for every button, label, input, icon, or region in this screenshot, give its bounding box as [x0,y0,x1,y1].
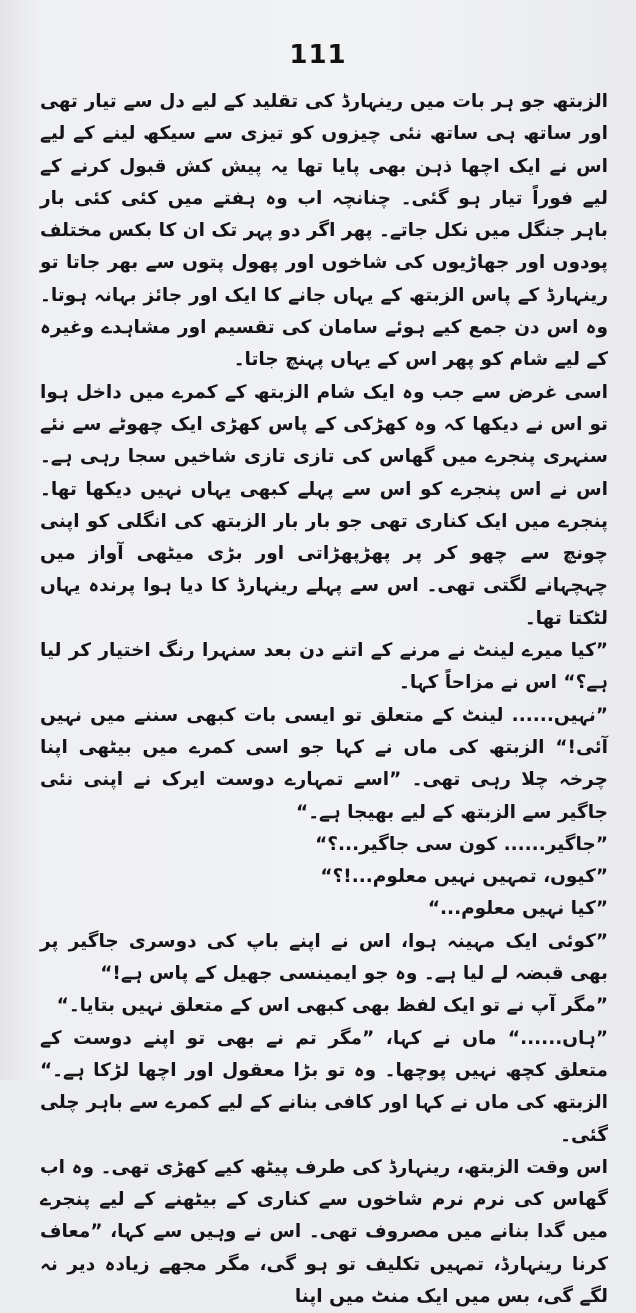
page-body-text [40,86,608,1313]
paragraph-1: الزبتھ جو ہر بات میں رینہارڈ کی تقلید کے لیے دل سے تیار تھی اور ساتھ ہی ساتھ نئی چیزوں کو تیزی سے سیکھ لینے کے لیے اس نے ایک اچھا ذہن بھی پایا تھا یہ پیش کش قبول کرنے کے لیے فوراً تیار ہو گئی۔ چنانچہ اب وہ ہفتے میں کئی کئی بار باہر جنگل میں نکل جاتے۔ پھر اگر دو پہر تک ان کا بکس مختلف پودوں اور جھاڑیوں کی شاخوں اور پھول پتوں سے بھر جاتا تو رینہارڈ کے پاس الزبتھ کے یہاں جانے کا ایک اور جائز بہانہ ہوتا۔ وہ اس دن جمع کیے ہوئے سامان کی تقسیم اور مشاہدے وغیرہ کے لیے شام کو پھر اس کے یہاں پہنچ جاتا۔ [40,91,608,371]
page-number: 111 [289,40,347,70]
paragraph-9: ”مگر آپ نے تو ایک لفظ بھی کبھی اس کے متعلق نہیں بتایا۔“ [56,995,608,1017]
paragraph-6: ”کیوں، تمہیں نہیں معلوم...!؟“ [320,866,608,888]
paragraph-4: ”نہیں...... لینٹ کے متعلق تو ایسی بات کبھی سننے میں نہیں آئی!“ الزبتھ کی ماں نے کہا جو اسی کمرے میں بیٹھی اپنا چرخہ چلا رہی تھی۔ ”اسے تمہارے دوست ایرک نے اپنی نئی جاگیر سے الزبتھ کے لیے بھیجا ہے۔“ [40,704,608,823]
paragraph-3: ”کیا میرے لینٹ نے مرنے کے اتنے دن بعد سنہرا رنگ اختیار کر لیا ہے؟“ اس نے مزاحاً کہا۔ [40,640,608,694]
paragraph-2: اسی غرض سے جب وہ ایک شام الزبتھ کے کمرے میں داخل ہوا تو اس نے دیکھا کہ وہ کھڑکی کے پاس کھڑی ایک چھوٹے سے نئے سنہری پنجرے میں گھاس کی تازی تازی شاخیں سجا رہی ہے۔ اس نے اس پنجرے کو اس سے پہلے کبھی یہاں نہیں دیکھا تھا۔ پنجرے میں ایک کناری تھی جو بار بار الزبتھ کی انگلی کو اپنی چونچ سے چھو کر پر پھڑپھڑاتی اور بڑی میٹھی آواز میں چہچہانے لگتی تھی۔ اس سے پہلے رینہارڈ کا دیا ہوا پرندہ یہاں لٹکتا تھا۔ [40,381,608,629]
paragraph-7: ”کیا نہیں معلوم...“ [427,898,608,920]
paragraph-11: اس وقت الزبتھ، رینہارڈ کی طرف پیٹھ کیے کھڑی تھی۔ وہ اب گھاس کی نرم نرم شاخوں سے کناری کے بیٹھنے کے لیے پنجرے میں گدا بنانے میں مصروف تھی۔ اس نے وہیں سے کہا، ”معاف کرنا رینہارڈ، تمہیں تکلیف تو ہو گی، مگر مجھے زیادہ دیر نہ لگے گی، بس میں ایک منٹ میں اپنا [40,1156,608,1307]
paragraph-8: ”کوئی ایک مہینہ ہوا، اس نے اپنے باپ کی دوسری جاگیر پر بھی قبضہ لے لیا ہے۔ وہ جو ایمینسی جھیل کے پاس ہے!“ [40,930,608,985]
paragraph-5: ”جاگیر...... کون سی جاگیر...؟“ [315,833,608,855]
paragraph-10: ”ہاں......“ ماں نے کہا، ”مگر تم نے بھی تو اپنے دوست کے متعلق کچھ نہیں پوچھا۔ وہ تو بڑا معقول اور اچھا لڑکا ہے۔“ الزبتھ کی ماں نے کہا اور کافی بنانے کے لیے کمرے سے باہر چلی گئی۔ [40,1027,608,1146]
